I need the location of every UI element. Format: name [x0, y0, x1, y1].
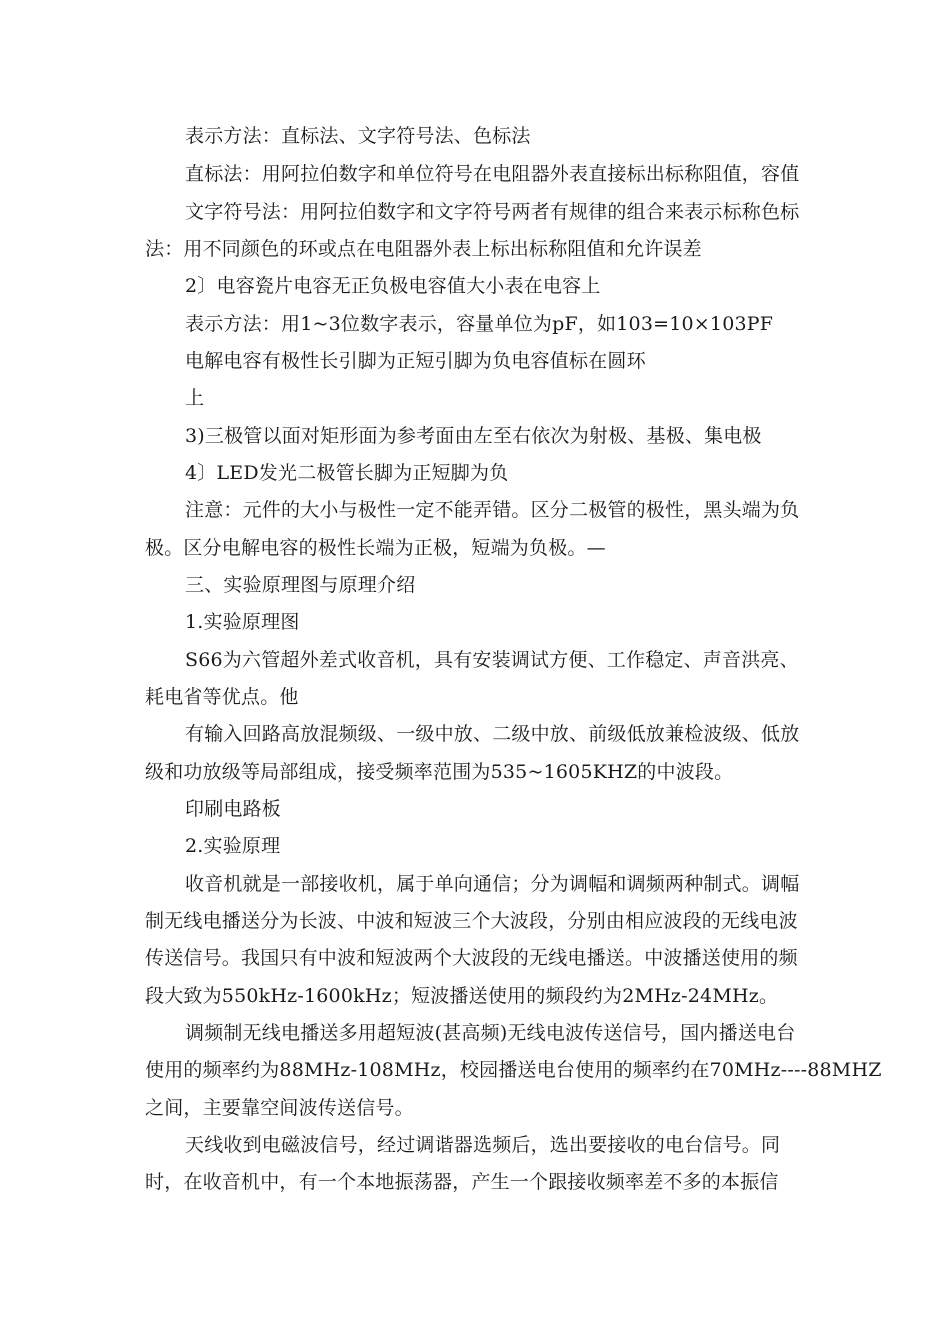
- text-line-11: 注意：元件的大小与极性一定不能弄错。区分二极管的极性，黑头端为负: [185, 499, 800, 521]
- text-line-23: 传送信号。我国只有中波和短波两个大波段的无线电播送。中波播送使用的频: [145, 947, 798, 969]
- text-line-2: 直标法：用阿拉伯数字和单位符号在电阻器外表直接标出标称阻值，容值: [185, 163, 800, 185]
- text-line-7: 电解电容有极性长引脚为正短引脚为负电容值标在圆环: [185, 350, 646, 372]
- text-line-18: 级和功放级等局部组成，接受频率范围为535~1605KHZ的中波段。: [145, 761, 734, 783]
- text-line-29: 时，在收音机中，有一个本地振荡器，产生一个跟接收频率差不多的本振信: [145, 1171, 779, 1193]
- text-line-9: 3)三极管以面对矩形面为参考面由左至右依次为射极、基极、集电极: [185, 425, 762, 447]
- text-line-1: 表示方法：直标法、文字符号法、色标法: [185, 125, 531, 147]
- text-line-26: 使用的频率约为88MHz-108MHz，校园播送电台使用的频率约在70MHz----88MHZ: [145, 1059, 882, 1081]
- text-line-25: 调频制无线电播送多用超短波(甚高频)无线电波传送信号，国内播送电台: [185, 1022, 796, 1044]
- text-line-14: 1.实验原理图: [185, 611, 300, 633]
- text-line-5: 2〕电容瓷片电容无正负极电容值大小表在电容上: [185, 275, 601, 297]
- text-line-13: 三、实验原理图与原理介绍: [185, 574, 416, 596]
- text-line-4: 法：用不同颜色的环或点在电阻器外表上标出标称阻值和允许误差: [145, 238, 702, 260]
- text-line-15: S66为六管超外差式收音机，具有安装调试方便、工作稳定、声音洪亮、: [185, 649, 799, 671]
- text-line-28: 天线收到电磁波信号，经过调谐器选频后，选出要接收的电台信号。同: [185, 1134, 781, 1156]
- text-line-22: 制无线电播送分为长波、中波和短波三个大波段，分别由相应波段的无线电波: [145, 910, 798, 932]
- text-line-27: 之间，主要靠空间波传送信号。: [145, 1097, 414, 1119]
- text-line-19: 印刷电路板: [185, 798, 282, 820]
- text-line-3: 文字符号法：用阿拉伯数字和文字符号两者有规律的组合来表示标称色标: [185, 201, 800, 223]
- text-line-6: 表示方法：用1~3位数字表示，容量单位为pF，如103=10×103PF: [185, 313, 774, 335]
- text-line-24: 段大致为550kHz-1600kHz；短波播送使用的频段约为2MHz-24MHz。: [145, 985, 779, 1007]
- text-line-12: 极。区分电解电容的极性长端为正极，短端为负极。—: [145, 537, 606, 559]
- text-line-20: 2.实验原理: [185, 835, 281, 857]
- text-line-16: 耗电省等优点。他: [145, 686, 299, 708]
- text-line-10: 4〕LED发光二极管长脚为正短脚为负: [185, 462, 509, 484]
- text-line-21: 收音机就是一部接收机，属于单向通信；分为调幅和调频两种制式。调幅: [185, 873, 800, 895]
- text-line-17: 有输入回路高放混频级、一级中放、二级中放、前级低放兼检波级、低放: [185, 723, 800, 745]
- text-line-8: 上: [185, 387, 205, 409]
